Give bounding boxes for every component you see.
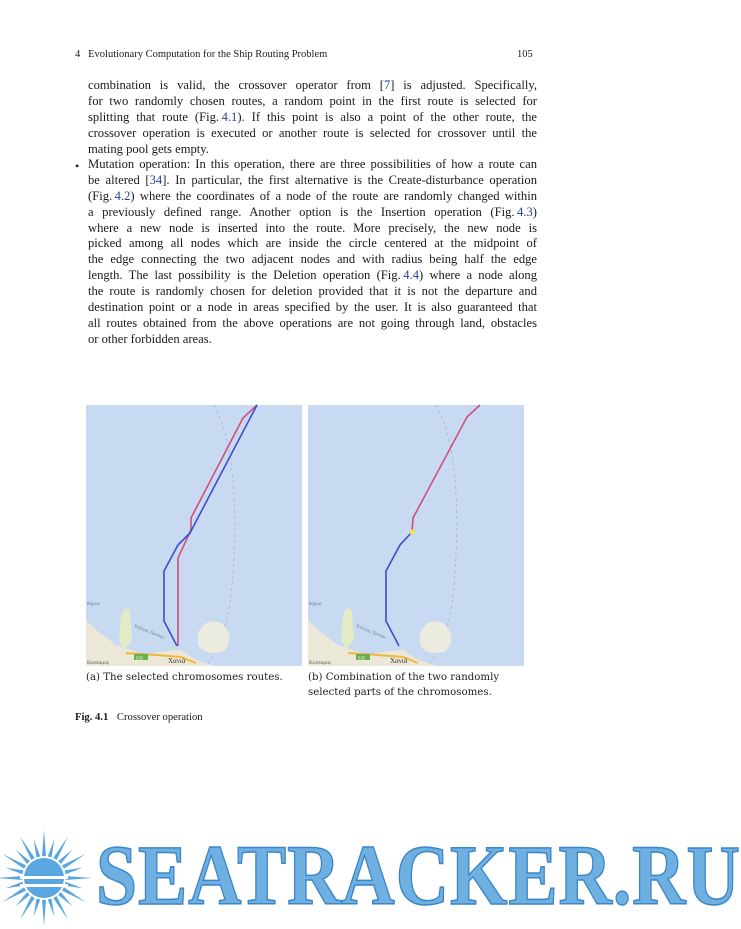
text-line: mating pool gets empty. (88, 141, 209, 156)
map-label-city: Χανιά (390, 657, 408, 665)
map-label-town: Κίσσαμος (309, 660, 332, 666)
watermark-text: SEATRACKER.RU (96, 827, 741, 923)
subfig-a-caption: (a) The selected chromosomes routes. (86, 672, 283, 683)
map-label-area: θήρων (87, 602, 101, 607)
paragraph-mutation (88, 157, 537, 348)
text-line: splitting that route (Fig. 4.1). If this point is also a point of the other route, the (88, 109, 537, 124)
text-line: where a new node is inserted into the route. More precisely, the new node is (88, 220, 537, 235)
text-line: (Fig. 4.2) where the coordinates of a node of the route are randomly changed within (88, 188, 537, 203)
route-blue-part (386, 532, 412, 646)
route-red-part (412, 405, 480, 532)
peninsula-east (420, 621, 451, 653)
chapter-title: Evolutionary Computation for the Ship Routing Problem (88, 49, 328, 60)
route-red (178, 405, 257, 646)
map-panel-b (308, 405, 524, 666)
map-label-town: Κίσσαμος (87, 660, 110, 666)
map-label-city: Χανιά (168, 657, 186, 665)
page-number: 105 (517, 49, 533, 60)
map-b (308, 405, 524, 666)
figure-caption (75, 712, 203, 723)
text-line: destination point or a node in areas specified by the user. It is also guaranteed that (88, 300, 537, 315)
peninsula-east (198, 621, 229, 653)
chapter-number: 4 (75, 49, 81, 60)
paragraph-crossover (88, 78, 537, 157)
text-line: the edge connecting the two adjacent nodes and with radius being half the edge (88, 252, 537, 267)
map-a (86, 405, 302, 666)
bullet: • (75, 159, 80, 173)
map-label-gulf: Κόλπος Χανίων (133, 624, 165, 641)
running-header-chapter (75, 49, 327, 60)
text-line: or other forbidden areas. (88, 331, 212, 346)
text-line: the route is randomly chosen for deletion provided that it is not the departure and (88, 284, 537, 299)
map-label-road: E65 (136, 655, 144, 661)
text-line: a previously defined range. Another option is the Insertion operation (Fig. 4.3) (88, 204, 537, 219)
peninsula-west (341, 608, 354, 650)
text-line: crossover operation is executed or another route is selected for crossover until the (88, 125, 537, 140)
figure-title: Crossover operation (116, 712, 203, 723)
subfig-b-caption-line1: (b) Combination of the two randomly (308, 672, 500, 683)
text-line: Mutation operation: In this operation, there are three possibilities of how a route can (88, 157, 537, 171)
text-line: picked among all nodes which are inside the circle centered at the midpoint of (88, 236, 537, 251)
text-line: for two randomly chosen routes, a random point in the first route is selected for (88, 93, 537, 108)
figure-label: Fig. 4.1 (75, 712, 109, 723)
text-line: length. The last possibility is the Deletion operation (Fig. 4.4) where a node along (88, 268, 537, 283)
map-label-gulf: Κόλπος Χανίων (355, 624, 387, 641)
crossover-point (409, 529, 414, 534)
map-label-area: θήρων (309, 602, 323, 607)
peninsula-west (119, 608, 132, 650)
map-label-road: E65 (358, 655, 366, 661)
map-panel-a (86, 405, 302, 666)
text-line: be altered [34]. In particular, the first alternative is the Create-disturbance operation (88, 172, 537, 187)
text-line: all routes obtained from the above operations are not going through land, obstacles (88, 315, 537, 330)
subfig-b-caption-line2: selected parts of the chromosomes. (308, 687, 492, 698)
text-line: combination is valid, the crossover operator from [7] is adjusted. Specifically, (88, 78, 537, 92)
